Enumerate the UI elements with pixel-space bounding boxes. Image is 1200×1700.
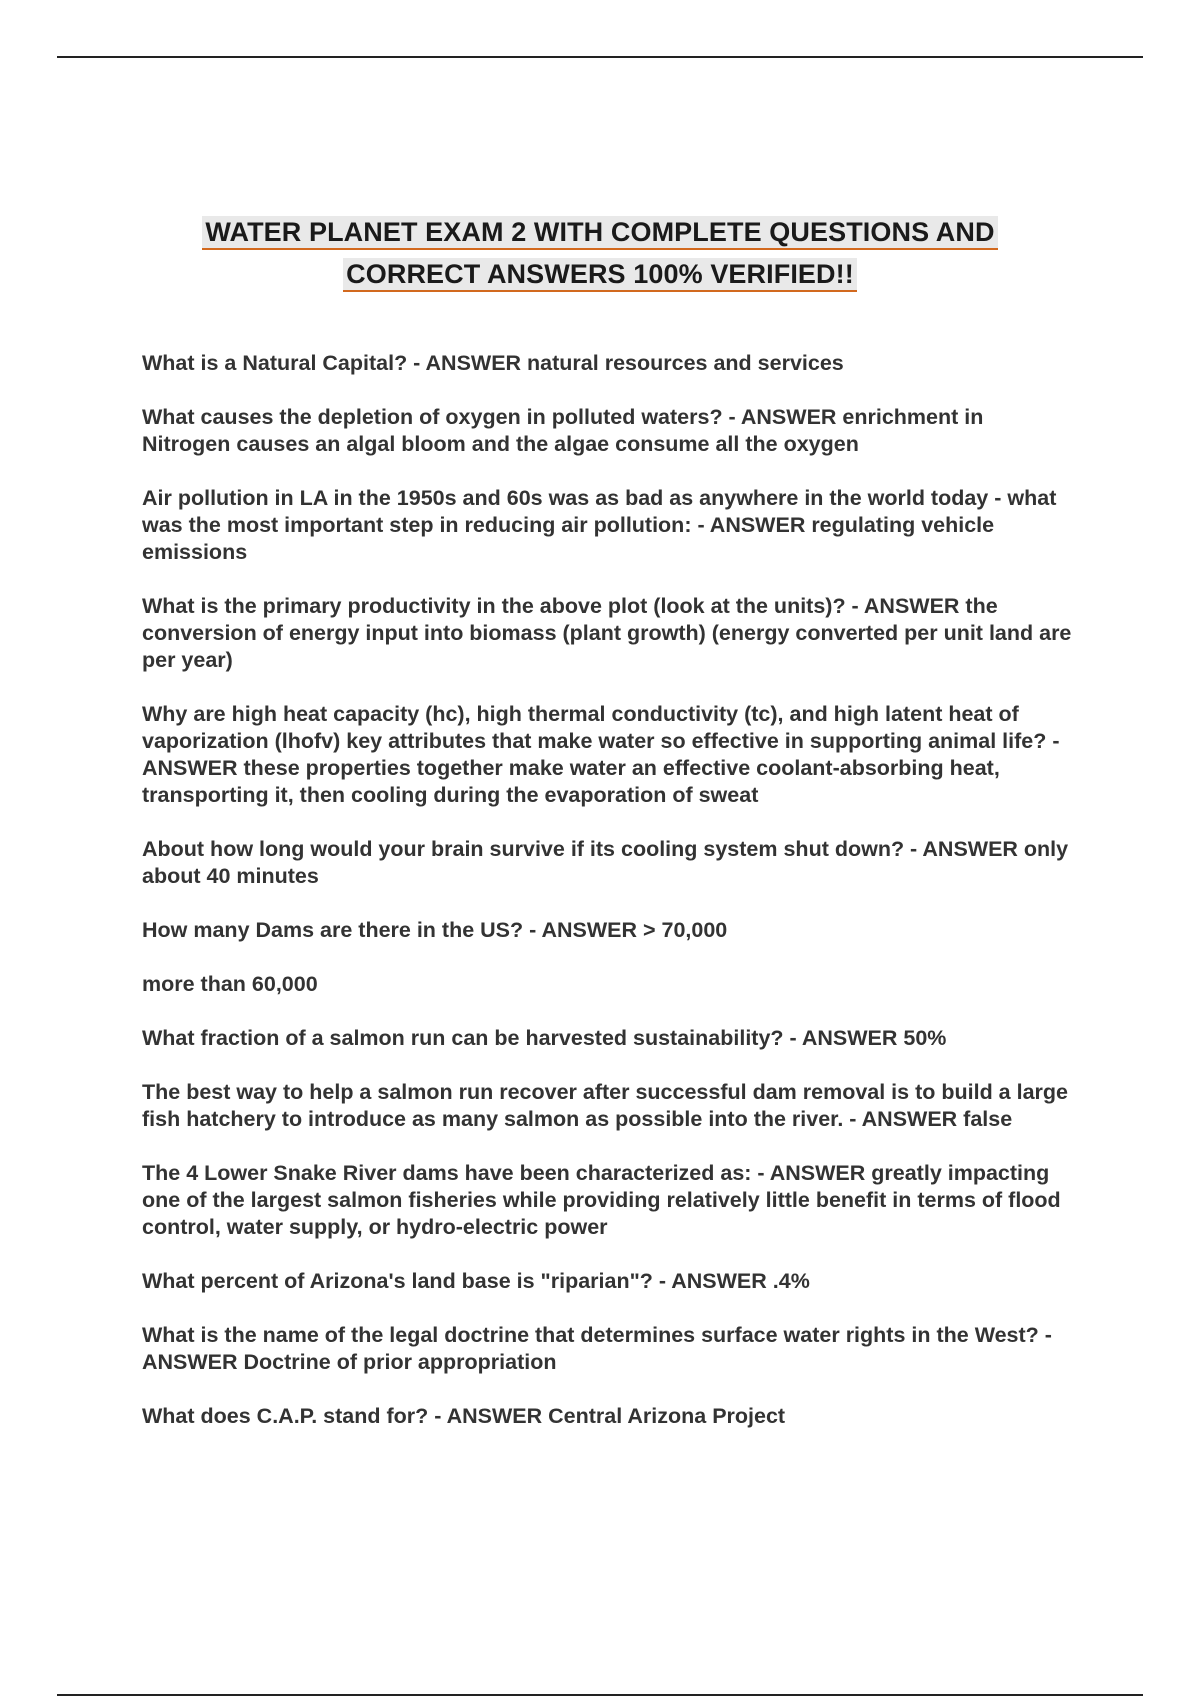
title-line-1: WATER PLANET EXAM 2 WITH COMPLETE QUESTIONS AND: [202, 216, 997, 250]
qa-item: The 4 Lower Snake River dams have been characterized as: - ANSWER greatly impacting one of the largest salmon fisheries while providing relatively little benefit in terms of flood control, water supply, or hydro-electric power: [142, 1161, 1061, 1239]
qa-item: Why are high heat capacity (hc), high thermal conductivity (tc), and high latent heat of vaporization (lhofv) key attributes that make water so effective in supporting animal life? - ANSWER these properties together make water an effective coolant-absorbing heat, transporting it, then cooling during the evaporation of sweat: [142, 702, 1060, 807]
qa-item: more than 60,000: [142, 972, 318, 996]
top-rule: [57, 56, 1143, 58]
document-title: [0, 216, 1200, 300]
qa-item: What percent of Arizona's land base is "riparian"? - ANSWER .4%: [142, 1269, 810, 1293]
qa-list: [142, 350, 1072, 1457]
qa-item: How many Dams are there in the US? - ANSWER > 70,000: [142, 918, 728, 942]
qa-item: What is a Natural Capital? - ANSWER natural resources and services: [142, 351, 844, 375]
qa-item: What is the name of the legal doctrine that determines surface water rights in the West? - ANSWER Doctrine of prior appropriation: [142, 1323, 1052, 1374]
qa-item: The best way to help a salmon run recover after successful dam removal is to build a large fish hatchery to introduce as many salmon as possible into the river. - ANSWER false: [142, 1080, 1068, 1131]
title-line-2: CORRECT ANSWERS 100% VERIFIED!!: [343, 258, 857, 292]
qa-item: What causes the depletion of oxygen in polluted waters? - ANSWER enrichment in Nitrogen causes an algal bloom and the algae consume all the oxygen: [142, 405, 984, 456]
qa-item: What does C.A.P. stand for? - ANSWER Central Arizona Project: [142, 1404, 786, 1428]
qa-item: Air pollution in LA in the 1950s and 60s was as bad as anywhere in the world today - what was the most important step in reducing air pollution: - ANSWER regulating vehicle emissions: [142, 486, 1057, 564]
qa-item: What is the primary productivity in the above plot (look at the units)? - ANSWER the conversion of energy input into biomass (plant growth) (energy converted per unit land are per year): [142, 594, 1072, 672]
bottom-rule: [57, 1694, 1143, 1696]
qa-item: About how long would your brain survive if its cooling system shut down? - ANSWER only about 40 minutes: [142, 837, 1069, 888]
qa-item: What fraction of a salmon run can be harvested sustainability? - ANSWER 50%: [142, 1026, 947, 1050]
